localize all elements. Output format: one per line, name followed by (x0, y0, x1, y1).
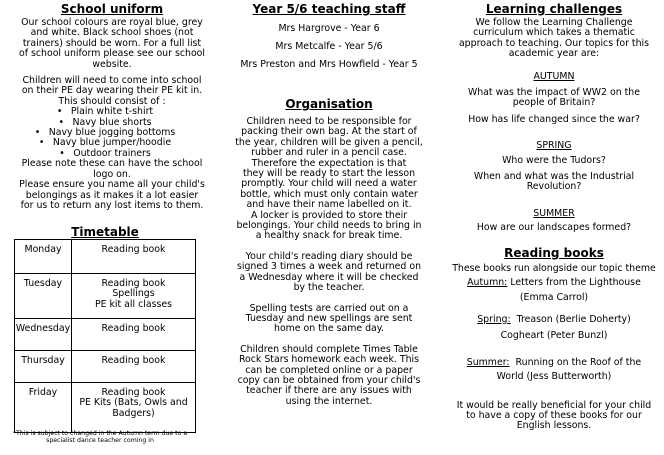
text-line: rubber and ruler in a pencil case. (251, 147, 407, 159)
book-author: (Emma Carrol) (519, 291, 589, 303)
text-line: of school uniform please see our school (18, 48, 206, 60)
text-line: using the internet. (285, 395, 373, 407)
summer-book (448, 358, 660, 383)
staff-organisation-section (229, 0, 429, 407)
staff-member: Mrs Metcalfe - Year 5/6 (275, 41, 383, 52)
cell-line: PE kit all classes (94, 298, 173, 310)
summer-book-label: Summer: (466, 356, 510, 368)
autumn-book-label: Autumn: (467, 277, 508, 289)
table-row (15, 383, 196, 433)
timetable-heading: Timetable (71, 225, 139, 239)
text-line: We follow the Learning Challenge (475, 17, 633, 28)
text-line: Please note these can have the school (21, 158, 203, 170)
list-item: • Navy blue jogging bottoms (2, 128, 222, 138)
text-line: a Wednesday where it will be checked (239, 271, 419, 283)
items-cell (72, 319, 196, 351)
items-cell (72, 240, 196, 274)
spring-books (448, 315, 660, 342)
teaching-staff-heading: Year 5/6 teaching staff (252, 2, 406, 16)
topic-question: How are our landscapes formed? (476, 222, 632, 234)
book-title: Cogheart (Peter Bunzl) (500, 330, 608, 342)
text-line (448, 358, 660, 368)
text-line (448, 315, 660, 325)
text-line: Rock Stars homework each week. This (238, 354, 420, 366)
uniform-outro (2, 159, 222, 211)
list-item: • Plain white t-shirt (2, 107, 222, 117)
text-line: When and what was the Industrial (473, 171, 635, 183)
list-item: • Navy blue shorts (2, 118, 222, 128)
text-line: people of Britain? (512, 97, 596, 109)
topic-question: How has life changed since the war? (468, 113, 640, 125)
pe-kit-intro (2, 76, 222, 107)
organisation-heading: Organisation (285, 97, 373, 111)
timetable-footnote (2, 430, 198, 445)
list-item: • Outdoor trainers (2, 149, 222, 159)
term-summer-label: SUMMER (533, 207, 575, 219)
school-uniform-heading: School uniform (60, 2, 164, 16)
school-uniform-section (2, 0, 222, 211)
text-line: A locker is provided to store their (250, 209, 408, 221)
text-line: What was the impact of WW2 on the (467, 87, 641, 99)
timetable-table (14, 239, 196, 433)
cell-line: PE Kits (Bats, Owls and (79, 397, 188, 409)
reading-books-intro: These books run alongside our topic theme (452, 262, 656, 274)
organisation-paragraph (229, 345, 429, 407)
text-line: and white. Black school shoes (not (30, 27, 194, 39)
book-title: Treason (Berlie Doherty) (516, 313, 631, 325)
cell-line: Spellings (112, 288, 155, 300)
table-row (15, 240, 196, 274)
text-line: belongings. Your child needs to bring in (236, 220, 422, 232)
text-line: trainers) should be worn. For a full list (22, 37, 202, 49)
spring-book-label: Spring: (477, 313, 511, 325)
text-line: Please ensure you name all your child's (19, 179, 205, 191)
text-line: English lessons. (516, 420, 592, 432)
text-line: bottle, which must only contain water (240, 188, 418, 200)
text-line: on their PE day wearing their PE kit in. (21, 85, 203, 97)
text-line: This should consist of : (58, 95, 166, 107)
text-line: signed 3 times a week and returned on (236, 261, 422, 273)
pe-kit-list (2, 107, 222, 159)
cell-line: Reading book (101, 355, 166, 366)
cell-line: Reading book (101, 323, 166, 334)
text-line: academic year are: (508, 48, 600, 60)
text-line: and have their name labelled on it. (246, 199, 412, 211)
text-line: *This is subject to changed in the Autumn term due to a (12, 430, 188, 437)
topic-question (448, 88, 660, 109)
book-title: Running on the Roof of the (515, 356, 642, 368)
text-line: Revolution? (526, 181, 582, 193)
items-cell (72, 351, 196, 383)
text-line: Children should complete Times Table (240, 343, 418, 355)
text-line: Our school colours are royal blue, grey (21, 17, 203, 28)
organisation-paragraph (229, 252, 429, 294)
cell-line: Reading book (101, 387, 166, 398)
day-cell: Thursday (15, 351, 72, 383)
items-cell (72, 383, 196, 433)
day-cell: Tuesday (15, 274, 72, 319)
text-line: home on the same day. (274, 323, 384, 335)
table-row (15, 319, 196, 351)
text-line: Your child's reading diary should be (245, 250, 413, 262)
text-line: Therefore the expectation is that (251, 157, 407, 169)
book-title: Letters from the Lighthouse (510, 277, 641, 289)
text-line: It would be really beneficial for your child (456, 399, 652, 411)
table-row (15, 351, 196, 383)
organisation-paragraph (229, 304, 429, 335)
cell-line: Reading book (101, 278, 166, 289)
text-line: by the teacher. (293, 282, 365, 294)
staff-member: Mrs Preston and Mrs Howfield - Year 5 (240, 59, 418, 70)
text-line: can be completed online or a paper (245, 364, 413, 376)
text-line: a healthy snack for break time. (255, 230, 403, 242)
text-line: approach to teaching. Our topics for this (458, 37, 650, 49)
text-line: promptly. Your child will need a water (241, 178, 417, 190)
text-line: Spelling tests are carried out on a (249, 302, 409, 314)
topic-question (448, 172, 660, 193)
term-autumn-label: AUTUMN (533, 70, 575, 82)
text-line: logo on. (93, 168, 131, 180)
day-cell: Friday (15, 383, 72, 433)
text-line: they will be ready to start the lesson (242, 168, 416, 180)
cell-line: Badgers) (112, 407, 155, 419)
text-line: packing their own bag. At the start of (241, 126, 417, 138)
learning-reading-section (448, 0, 660, 432)
organisation-paragraph (229, 117, 429, 242)
learning-intro (448, 18, 660, 60)
reading-books-closing (448, 401, 660, 432)
text-line: belongings as it makes it a lot easier (25, 189, 199, 201)
book-title: World (Jess Butterworth) (496, 371, 612, 383)
text-line: website. (92, 58, 132, 70)
staff-member: Mrs Hargrove - Year 6 (278, 23, 380, 34)
day-cell: Monday (15, 240, 72, 274)
day-cell: Wednesday (15, 319, 72, 351)
text-line: copy can be obtained from your child's (237, 374, 421, 386)
text-line: to have a copy of these books for our (466, 409, 642, 421)
items-cell (72, 274, 196, 319)
reading-books-heading: Reading books (504, 245, 604, 260)
text-line: for us to return any lost items to them. (20, 199, 204, 211)
list-item: • Navy blue jumper/hoodie (2, 138, 222, 148)
text-line: curriculum which takes a thematic (473, 27, 635, 39)
text-line: teacher if there are any issues with (246, 385, 412, 397)
learning-challenges-heading: Learning challenges (485, 2, 623, 16)
text-line: specialist dance teacher coming in (46, 437, 154, 445)
text-line: Children need to be responsible for (246, 116, 412, 127)
cell-line: Reading book (101, 244, 166, 255)
table-row (15, 274, 196, 319)
topic-question: Who were the Tudors? (502, 154, 606, 166)
staff-list (229, 20, 429, 74)
text-line (448, 278, 660, 288)
autumn-book (448, 278, 660, 303)
text-line: Children will need to come into school (22, 75, 202, 87)
text-line: Tuesday and new spellings are sent (245, 312, 413, 324)
uniform-intro (2, 18, 222, 70)
term-spring-label: SPRING (536, 140, 572, 152)
text-line: the year, children will be given a pencil, (235, 136, 423, 148)
